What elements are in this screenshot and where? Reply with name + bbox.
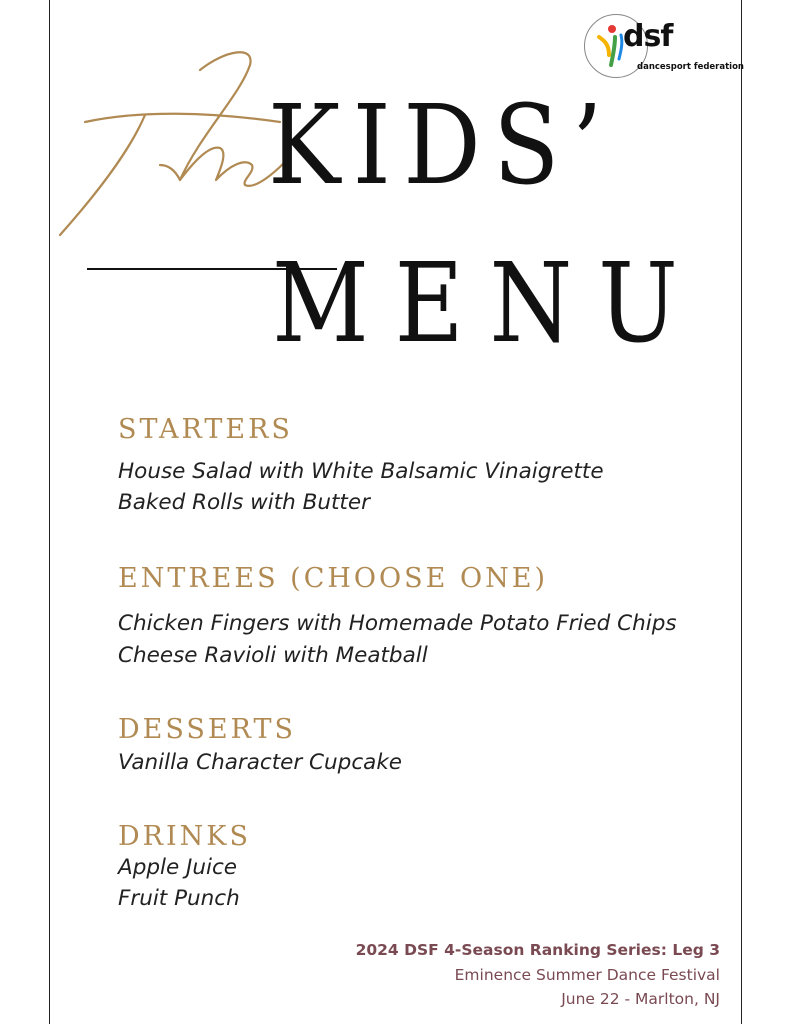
- section-heading-starters: STARTERS: [118, 414, 293, 445]
- menu-item: Baked Rolls with Butter: [118, 490, 370, 515]
- title-menu: MENU: [272, 239, 704, 367]
- title-kids: KIDS’: [268, 81, 615, 209]
- footer-event-name: Eminence Summer Dance Festival: [454, 966, 720, 984]
- section-heading-desserts: DESSERTS: [118, 714, 296, 745]
- logo-subtitle: dancesport federation: [637, 62, 744, 72]
- menu-item: Fruit Punch: [118, 886, 240, 911]
- footer-series-title: 2024 DSF 4-Season Ranking Series: Leg 3: [355, 941, 720, 959]
- menu-item: Apple Juice: [118, 855, 238, 880]
- right-border-line: [741, 0, 742, 1024]
- menu-item: Vanilla Character Cupcake: [118, 750, 403, 775]
- footer-date-location: June 22 - Marlton, NJ: [561, 990, 720, 1008]
- menu-item: Cheese Ravioli with Meatball: [118, 643, 428, 668]
- dsf-logo: [584, 14, 744, 80]
- logo-text: dsf: [623, 19, 673, 54]
- menu-item: House Salad with White Balsamic Vinaigrette: [118, 459, 604, 484]
- section-heading-drinks: DRINKS: [118, 821, 251, 852]
- section-heading-entrees: ENTREES (CHOOSE ONE): [118, 563, 548, 594]
- menu-item: Chicken Fingers with Homemade Potato Fried Chips: [118, 611, 677, 636]
